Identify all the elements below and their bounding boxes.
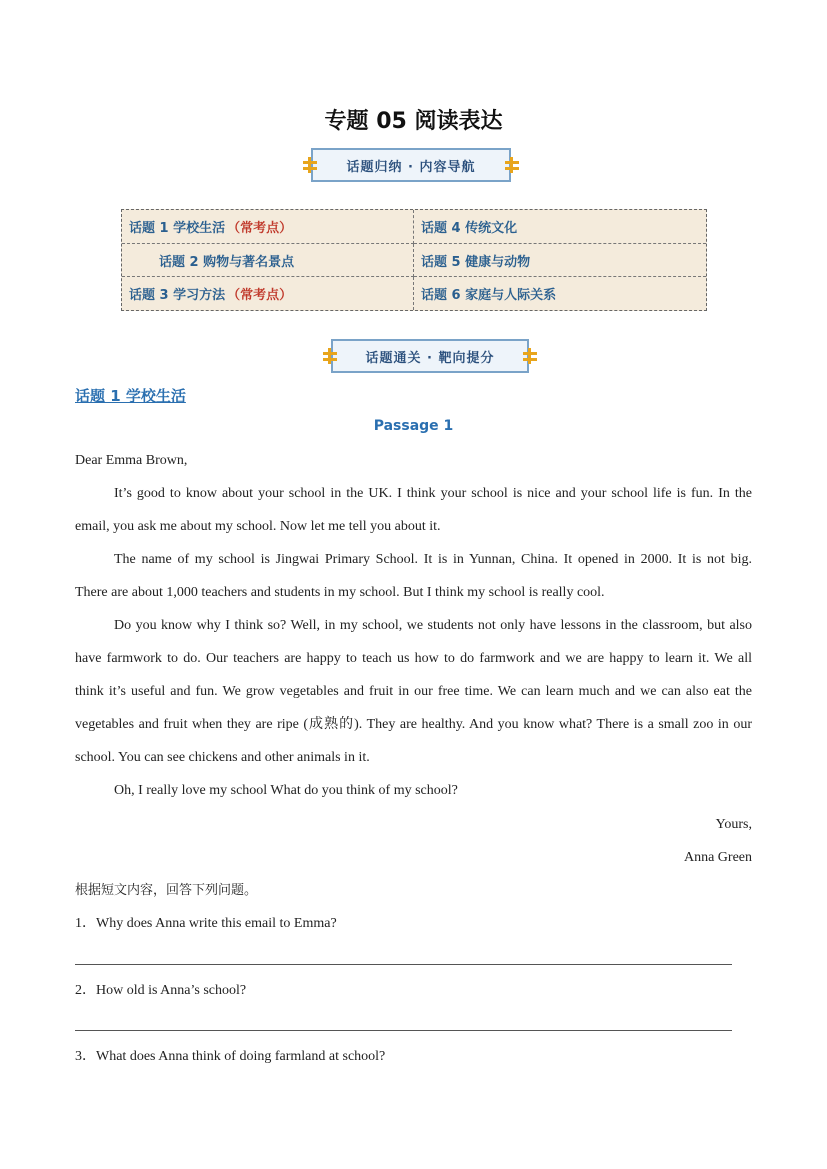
toc-item-topic-5: 话题 5 健康与动物 bbox=[414, 244, 706, 277]
question-item: 2．How old is Anna’s school? bbox=[75, 983, 247, 998]
letter-line: think it’s useful and fun. We grow vegetables and fruit in our free time. We can learn much and we can also eat the bbox=[75, 684, 752, 699]
letter-line: The name of my school is Jingwai Primary School. It is in Yunnan, China. It opened in 2000. It is not big. bbox=[114, 552, 752, 567]
page-title: 专题 05 阅读表达 bbox=[324, 109, 503, 134]
practice-banner bbox=[331, 339, 529, 373]
letter-greeting: Dear Emma Brown, bbox=[75, 453, 188, 468]
banner-ornament-icon bbox=[505, 158, 519, 172]
answer-line[interactable] bbox=[75, 964, 732, 965]
letter-line: vegetables and fruit when they are ripe (成熟的). They are healthy. And you know what? There is a small zoo in our bbox=[75, 717, 752, 732]
banner-label: 话题通关 · 靶向提分 bbox=[365, 350, 495, 366]
banner-ornament-icon bbox=[523, 349, 537, 363]
topic-table bbox=[121, 209, 707, 311]
toc-item-topic-1: 话题 1 学校生活 （常考点） bbox=[122, 210, 414, 244]
toc-item-topic-2: 话题 2 购物与著名景点 bbox=[122, 244, 414, 277]
answer-line[interactable] bbox=[75, 1030, 732, 1031]
letter-line: Oh, I really love my school What do you think of my school? bbox=[114, 783, 458, 798]
letter-line: school. You can see chickens and other animals in it. bbox=[75, 750, 370, 765]
banner-ornament-icon bbox=[323, 349, 337, 363]
questions-instruction: 根据短文内容，回答下列问题。 bbox=[75, 883, 258, 898]
question-item: 3．What does Anna think of doing farmland at school? bbox=[75, 1049, 386, 1064]
letter-line: There are about 1,000 teachers and students in my school. But I think my school is really cool. bbox=[75, 585, 605, 600]
letter-signature: Anna Green bbox=[683, 850, 752, 865]
letter-line: Do you know why I think so? Well, in my school, we students not only have lessons in the classroom, but also bbox=[114, 618, 752, 633]
letter-line: email, you ask me about my school. Now let me tell you about it. bbox=[75, 519, 441, 534]
banner-label: 话题归纳 · 内容导航 bbox=[346, 159, 476, 175]
question-item: 1．Why does Anna write this email to Emma? bbox=[75, 916, 337, 931]
letter-closing: Yours, bbox=[715, 817, 752, 832]
letter-line: have farmwork to do. Our teachers are happy to teach us how to do farmwork and we are happy to learn it. We all bbox=[75, 651, 752, 666]
toc-item-topic-4: 话题 4 传统文化 bbox=[414, 210, 706, 244]
toc-item-topic-3: 话题 3 学习方法 （常考点） bbox=[122, 277, 414, 310]
content-nav-banner bbox=[311, 148, 511, 182]
toc-item-topic-6: 话题 6 家庭与人际关系 bbox=[421, 288, 557, 303]
letter-line: It’s good to know about your school in the UK. I think your school is nice and your school life is fun. In the bbox=[114, 486, 752, 501]
banner-ornament-icon bbox=[303, 158, 317, 172]
topic-heading: 话题 1 学校生活 bbox=[75, 387, 186, 405]
passage-title: Passage 1 bbox=[373, 418, 454, 434]
